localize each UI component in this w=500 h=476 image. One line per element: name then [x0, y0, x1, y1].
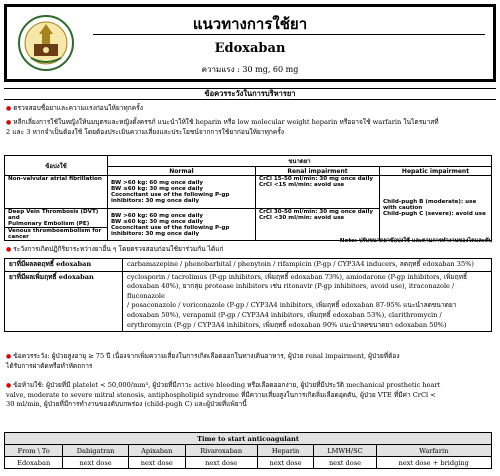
col-dose: ขนาดยา [108, 156, 492, 167]
bullet-text: ระวังการเกิดปฏิกิริยาระหว่างยาอื่น ๆ โดยตรวจสอบก่อนใช้ยาร่วมกัน ได้แก่ [13, 245, 224, 253]
bullet-dot-icon: ● [6, 353, 12, 360]
cell: next dose [314, 457, 376, 469]
dose-line: Child-pugh B (moderate): use with caution [383, 199, 477, 211]
interaction-value [123, 271, 492, 332]
drug-name: Edoxaban [214, 41, 286, 56]
section-title: ข้อควรระวังในการบริหารยา [4, 88, 496, 100]
table-row [5, 433, 492, 445]
switch-table-title: Time to start anticoagulant [5, 433, 492, 445]
hepatic-dose-cell [380, 176, 492, 241]
bullet-text-cont: ได้รับการผ่าตัดหรือทำหัตถการ [6, 361, 93, 370]
header-box [4, 4, 496, 82]
bullet-text: ข้อห้ามใช้: ผู้ป่วยที่มี platelet < 50,000/mm³, ผู้ป่วยที่มีภาวะ active bleeding หรือเลือดออกง่าย, ผู้ป่วยที่มีประวัติ mechanical prosthetic heart [13, 381, 441, 389]
bullet-text-cont: valve, moderate to severe mitral stenosis, antiphospholipid syndrome ที่มีความเสี่ยงสูงในการเกิดลิ่มเลือดอุดตัน, ผู้ป่วย VTE ที่มีค่า CrCl < [6, 390, 436, 399]
normal-dose-cell [108, 209, 256, 241]
dose-line: CrCl 15-50 ml/min: 30 mg once daily [259, 176, 374, 182]
dose-line: Child-pugh C (severe): avoid use [383, 211, 486, 217]
dose-line: BW ≤60 kg: 30 mg once daily [111, 186, 204, 192]
bullet-dot-icon: ● [6, 246, 12, 253]
dose-line: inhibitors: 30 mg once daily [111, 230, 200, 237]
drug-strength: ความแรง : 30 mg, 60 mg [201, 65, 299, 74]
header-cell: Dabigatran [63, 445, 128, 457]
header-cell: Warfarin [376, 445, 492, 457]
dose-table [4, 155, 492, 241]
dose-note: Note: ปรับขนาดยาข้อบ่งใช้ และตามการทำงานของไตและตับ [339, 238, 492, 244]
interaction-line: edoxaban 40%), ยากลุ่ม protease inhibitors เช่น ritonavir (P-gp inhibitors, avoid use), itraconazole / fluconazole [127, 282, 455, 300]
header-cell: Heparin [257, 445, 314, 457]
interaction-line: / posaconazole / voriconazole (P-gp / CYP3A4 inhibitors, เพิ่มฤทธิ์ edoxaban 87-95% แนะนำลดขนาดยา [127, 301, 457, 310]
bullet-dot-icon: ● [6, 119, 12, 126]
header-cell: LMWH/SC [314, 445, 376, 457]
col-normal: Normal [108, 167, 256, 176]
interaction-line: erythromycin (P-gp / CYP3A4 inhibitors, เพิ่มฤทธิ์ edoxaban 90% แนะนำลดขนาดยา edoxaban 50%) [127, 320, 447, 329]
dose-line: CrCl 30-50 ml/min: 30 mg once daily [259, 209, 374, 215]
interaction-label: ยาที่มีผลเพิ่มฤทธิ์ edoxaban [5, 271, 123, 332]
interaction-line: edoxaban 50%), verapamil (P-gp / CYP3A4 inhibitors, เพิ่มฤทธิ์ edoxaban 53%), clarithromycin / [127, 310, 442, 319]
cell: next dose [128, 457, 185, 469]
bullet-contraindication [6, 381, 496, 410]
table-row [5, 259, 492, 272]
dose-line: Coconcitant use of the following P-gp [111, 192, 230, 198]
cell: Edoxaban [5, 457, 63, 469]
switch-anticoagulant-table [4, 432, 492, 469]
cell: next dose + bridging [376, 457, 492, 469]
table-row [5, 271, 492, 332]
bullet-text: หลีกเลี่ยงการใช้ในหญิงให้นมบุตรและหญิงตั้งครรภ์ แนะนำให้ใช้ heparin หรือ low molecular weight heparin หรืออาจใช้ warfarin ในไตรมาสที่ [13, 118, 439, 126]
bullet-check-drug [6, 104, 143, 114]
table-row [5, 457, 492, 469]
bullet-dot-icon: ● [6, 382, 12, 389]
interaction-table [4, 258, 492, 332]
page-title: แนวทางการใช้ยา [192, 15, 308, 33]
title-divider [93, 34, 485, 35]
table-header-row [5, 445, 492, 457]
renal-dose-cell [256, 209, 380, 241]
bullet-pregnancy [6, 118, 496, 137]
col-hepatic: Hepatic impairment [380, 167, 492, 176]
cell: next dose [185, 457, 257, 469]
dose-line: inhibitors: 30 mg once daily [111, 198, 200, 204]
bullet-text: ข้อควรระวัง: ผู้ป่วยสูงอายุ ≥ 75 ปี เนื่องจากเพิ่มความเสี่ยงในการเกิดเลือดออกในทางเดินอาหาร, ผู้ป่วย renal impairment, ผู้ป่วยที่ต้อง [13, 352, 400, 360]
indication-line: Pulmonary Embolism (PE) [8, 221, 90, 227]
cell: next dose [257, 457, 314, 469]
col-renal: Renal impairment [256, 167, 380, 176]
header-cell: From \ To [5, 445, 63, 457]
bullet-text: ตรวจสอบชื่อยาและความแรงก่อนให้ยาทุกครั้ง [13, 104, 143, 112]
dose-line: CrCl <15 ml/min: avoid use [259, 182, 345, 188]
header-cell: Apixaban [128, 445, 185, 457]
cell: next dose [63, 457, 128, 469]
indication-cell: Non-valvular atrial fibrillation [5, 176, 108, 209]
dose-line: Coconcitant use of the following P-gp [111, 224, 230, 231]
bullet-text-cont: 30 ml/min, ผู้ป่วยที่มีการทำงานของตับบกพร่อง (child-pugh C) และผู้ป่วยที่แพ้ยานี้ [6, 400, 247, 409]
dose-line: BW >60 kg: 60 mg once daily [111, 180, 204, 186]
interaction-value: carbamazepine / phenobarbital / phenytoin / rifampicin (P-gp / CYP3A4 inducers, ลดฤทธิ์ edoxaban 35%) [123, 259, 492, 272]
bullet-interactions [6, 245, 224, 255]
indication-cell [5, 209, 108, 241]
bullet-caution [6, 352, 496, 371]
dose-line: CrCl <30 ml/min: avoid use [259, 215, 345, 221]
bullet-dot-icon: ● [6, 105, 12, 112]
header-cell: Rivaroxaban [185, 445, 257, 457]
normal-dose-cell [108, 176, 256, 209]
interaction-line: cyclosporin / tacrolimus (P-gp inhibitors, เพิ่มฤทธิ์ edoxaban 73%), amiodarone (P-gp inhibitors, เพิ่มฤทธิ์ [127, 272, 468, 281]
dose-line: BW >60 kg: 60 mg once daily [111, 212, 204, 219]
dose-line: BW ≤60 kg: 30 mg once daily [111, 218, 204, 225]
indication-line: Venous thromboembolism for cancer [5, 227, 107, 240]
col-indication: ข้อบ่งใช้ [5, 156, 108, 176]
renal-dose-cell [256, 176, 380, 209]
indication-line: Deep Vein Thrombosis (DVT) and [8, 209, 99, 221]
interaction-label: ยาที่มีผลลดฤทธิ์ edoxaban [5, 259, 123, 272]
table-row [5, 176, 492, 209]
bullet-text-cont: 2 และ 3 หากจำเป็นต้องใช้ โดยต้องประเมินความเสี่ยงและประโยชน์จากการใช้ยาก่อนให้ยาทุกครั้ง [6, 127, 285, 136]
